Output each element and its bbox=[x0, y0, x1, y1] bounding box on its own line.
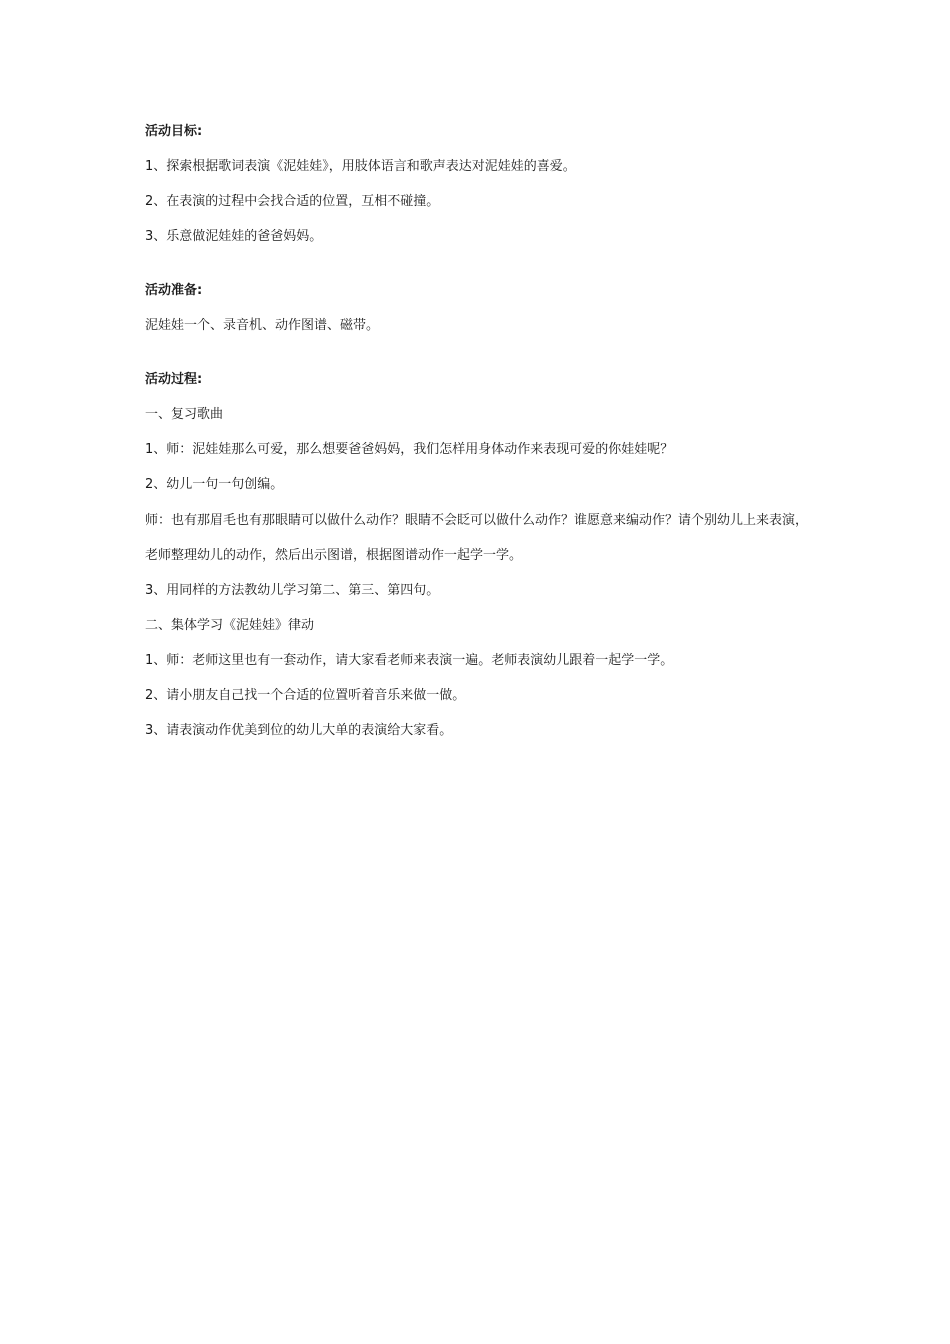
process-part1-item-1: 1、师：泥娃娃那么可爱，那么想要爸爸妈妈，我们怎样用身体动作来表现可爱的你娃娃呢？ bbox=[145, 442, 674, 457]
document-page bbox=[145, 122, 815, 756]
prep-title: 活动准备: bbox=[145, 283, 203, 298]
goals-title: 活动目标: bbox=[145, 124, 203, 139]
process-part1-heading: 一、复习歌曲 bbox=[145, 407, 224, 422]
section-gap bbox=[145, 351, 815, 370]
process-part2-item-2: 2、请小朋友自己找一个合适的位置听着音乐来做一做。 bbox=[145, 688, 466, 703]
process-part2-heading: 二、集体学习《泥娃娃》律动 bbox=[145, 618, 315, 633]
process-part1-item-4: 3、用同样的方法教幼儿学习第二、第三、第四句。 bbox=[145, 583, 440, 598]
goal-item-1: 1、探索根据歌词表演《泥娃娃》，用肢体语言和歌声表达对泥娃娃的喜爱。 bbox=[145, 159, 576, 174]
process-part2-item-3: 3、请表演动作优美到位的幼儿大单的表演给大家看。 bbox=[145, 723, 453, 738]
goal-item-2: 2、在表演的过程中会找合适的位置，互相不碰撞。 bbox=[145, 194, 440, 209]
goal-item-3: 3、乐意做泥娃娃的爸爸妈妈。 bbox=[145, 229, 323, 244]
process-part1-item-2: 2、幼儿一句一句创编。 bbox=[145, 477, 284, 492]
prep-item-1: 泥娃娃一个、录音机、动作图谱、磁带。 bbox=[145, 318, 380, 333]
process-title: 活动过程: bbox=[145, 372, 203, 387]
process-part2-item-1: 1、师：老师这里也有一套动作，请大家看老师来表演一遍。老师表演幼儿跟着一起学一学。 bbox=[145, 653, 674, 668]
process-part1-item-3: 师：也有那眉毛也有那眼睛可以做什么动作？眼睛不会眨可以做什么动作？谁愿意来编动作？请个别幼儿上来表演，老师整理幼儿的动作，然后出示图谱，根据图谱动作一起学一学。 bbox=[145, 513, 809, 563]
section-gap bbox=[145, 262, 815, 281]
